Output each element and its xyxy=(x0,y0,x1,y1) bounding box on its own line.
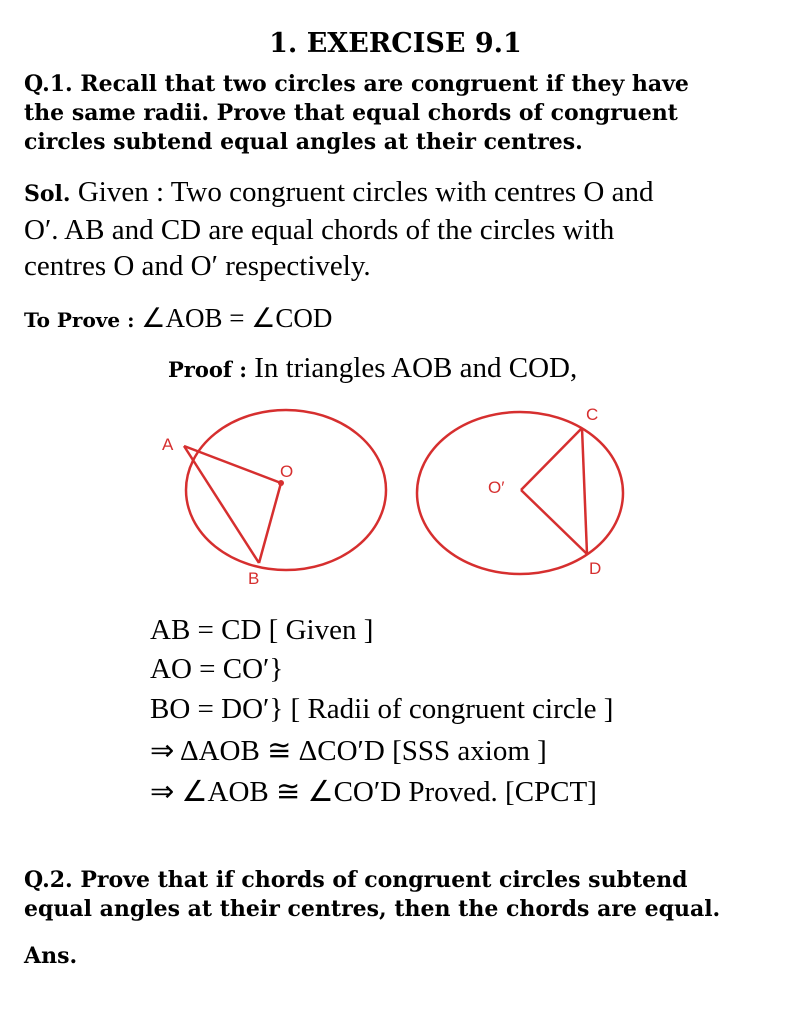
chord-ab xyxy=(184,446,259,563)
label-o: O xyxy=(280,462,294,481)
question-2 xyxy=(24,866,720,924)
answer-label: Ans. xyxy=(24,943,78,969)
question-1-line: circles subtend equal angles at their centres. xyxy=(24,129,583,155)
radius-bo xyxy=(259,483,281,563)
proof-step: ⇒ ∠AOB ≅ ∠CO′D Proved. [CPCT] xyxy=(150,776,597,808)
label-o-prime: O′ xyxy=(488,478,505,497)
proof-step: AO = CO′} xyxy=(150,653,284,685)
to-prove-statement: ∠AOB = ∠COD xyxy=(141,303,333,333)
label-a: A xyxy=(162,435,174,454)
solution-line xyxy=(24,174,653,212)
circle-o xyxy=(186,410,386,570)
to-prove-label: To Prove : xyxy=(24,308,135,332)
label-c: C xyxy=(586,405,599,424)
label-d: D xyxy=(589,559,602,578)
solution-line: O′. AB and CD are equal chords of the circles with xyxy=(24,214,615,246)
congruent-circles-diagram xyxy=(150,395,640,595)
circle-o-prime xyxy=(417,412,623,574)
question-2-line: Q.2. Prove that if chords of congruent circles subtend xyxy=(24,867,688,893)
to-prove xyxy=(24,303,332,334)
question-1 xyxy=(24,70,689,157)
proof-step: ⇒ ΔAOB ≅ ΔCO′D [SSS axiom ] xyxy=(150,735,547,767)
proof-label: Proof : xyxy=(168,357,247,382)
proof-intro xyxy=(168,352,577,385)
proof-step: BO = DO′} [ Radii of congruent circle ] xyxy=(150,693,614,725)
solution-label: Sol. xyxy=(24,181,71,207)
chord-cd xyxy=(582,428,587,554)
radius-ao xyxy=(184,446,281,483)
solution-text: Given : Two congruent circles with centres O and xyxy=(77,176,654,208)
proof-step: AB = CD [ Given ] xyxy=(150,614,374,646)
solution-line: centres O and O′ respectively. xyxy=(24,250,371,282)
question-1-line: Q.1. Recall that two circles are congruent if they have xyxy=(24,71,689,97)
question-1-line: the same radii. Prove that equal chords of congruent xyxy=(24,100,678,126)
radius-do-prime xyxy=(521,490,587,554)
solution-given xyxy=(24,174,653,284)
radius-co-prime xyxy=(521,428,582,490)
exercise-title: 1. EXERCISE 9.1 xyxy=(269,28,522,59)
label-b: B xyxy=(248,569,260,588)
proof-text: In triangles AOB and COD, xyxy=(254,352,578,384)
question-2-line: equal angles at their centres, then the chords are equal. xyxy=(24,896,721,922)
